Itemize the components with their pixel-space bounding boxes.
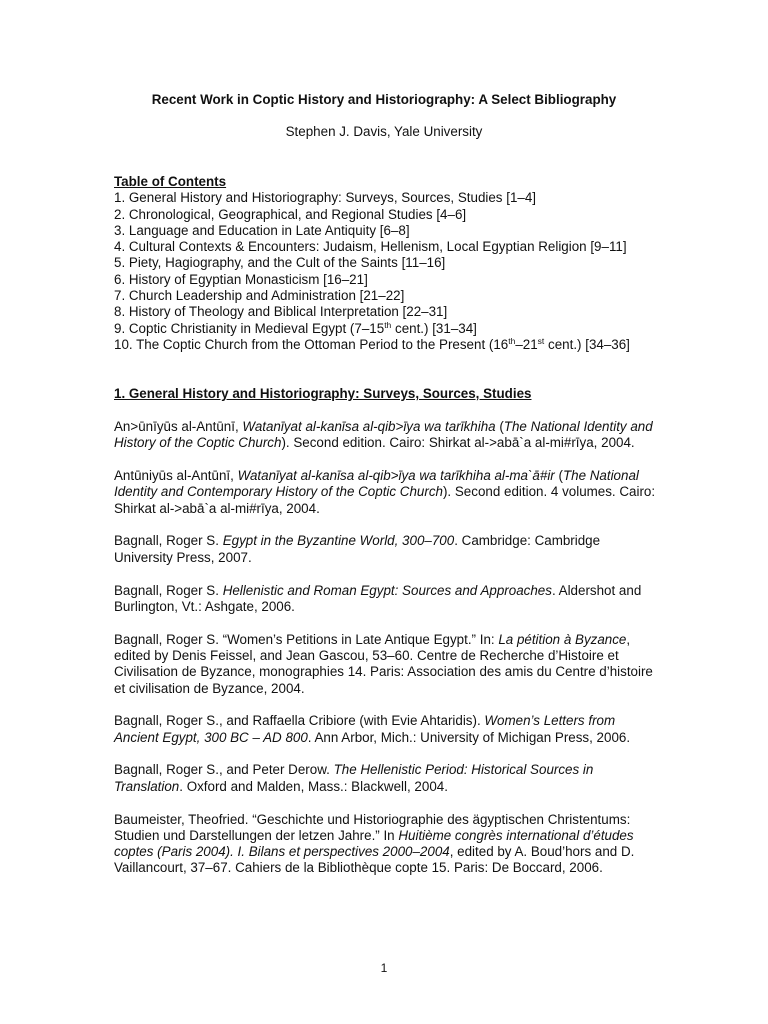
bibliography-entry: Bagnall, Roger S. Hellenistic and Roman Egypt: Sources and Approaches. Aldershot and Burlington, Vt.: Ashgate, 2006. — [114, 582, 642, 614]
section-heading: 1. General History and Historiography: Surveys, Sources, Studies — [114, 386, 532, 401]
toc-item: 3. Language and Education in Late Antiquity [6–8] — [114, 222, 410, 238]
superscript: th — [384, 319, 392, 330]
bibliography-entry: Antūniyūs al-Antūnī, Watanīyat al-kanīsa al-qib>īya wa tarīkhiha al-ma`ā#ir (The National Identity and Contemporary History of the Coptic Church). Second edition. 4 volumes. Cairo: Shirkat al->abā`a al-mi#rīya, 2004. — [114, 468, 656, 516]
toc-heading: Table of Contents — [114, 174, 227, 189]
toc-item: 2. Chronological, Geographical, and Regional Studies [4–6] — [114, 206, 467, 222]
toc-item: 5. Piety, Hagiography, and the Cult of the Saints [11–16] — [114, 255, 446, 271]
bibliography-entry: Baumeister, Theofried. “Geschichte und Historiographie des ägyptischen Christentums: Studien und Darstellungen der letzen Jahre.” In Huitième congrès international d’études coptes (Paris 2004). I. Bilans et perspectives 2000–2004, edited by A. Boud’hors and D. Vaillancourt, 37–67. Cahiers de la Bibliothèque copte 15. Paris: De Boccard, 2006. — [114, 811, 635, 876]
bibliography-entry: Bagnall, Roger S., and Raffaella Cribiore (with Evie Ahtaridis). Women’s Letters from Ancient Egypt, 300 BC – AD 800. Ann Arbor, Mich.: University of Michigan Press, 2006. — [114, 713, 631, 745]
document-author: Stephen J. Davis, Yale University — [285, 124, 483, 139]
toc-item: 8. History of Theology and Biblical Interpretation [22–31] — [114, 304, 448, 320]
toc-text: –21 — [515, 336, 538, 352]
bibliography-entries — [114, 419, 662, 893]
toc-text: cent.) [34–36] — [544, 336, 630, 352]
bibliography-entry: Bagnall, Roger S., and Peter Derow. The Hellenistic Period: Historical Sources in Translation. Oxford and Malden, Mass.: Blackwell, 2004. — [114, 762, 594, 794]
toc-item — [114, 321, 674, 337]
superscript: st — [537, 335, 545, 346]
bibliography-entry: An>ūnīyūs al-Antūnī, Watanīyat al-kanīsa al-qib>īya wa tarīkhiha (The National Identity and History of the Coptic Church). Second edition. Cairo: Shirkat al->abā`a al-mi#rīya, 2004. — [114, 419, 653, 451]
toc-item: 7. Church Leadership and Administration [21–22] — [114, 288, 405, 304]
table-of-contents — [114, 174, 674, 353]
page-number: 1 — [380, 961, 388, 975]
bibliography-entry: Bagnall, Roger S. “Women’s Petitions in Late Antique Egypt.” In: La pétition à Byzance, edited by Denis Feissel, and Jean Gascou, 53–60. Centre de Recherche d’Histoire et Civilisation de Byzance, monographies 14. Paris: Association des amis du Centre d’histoire et civilisation de Byzance, 2004. — [114, 631, 653, 696]
toc-text: cent.) [31–34] — [391, 320, 477, 336]
toc-item: 6. History of Egyptian Monasticism [16–21] — [114, 271, 368, 287]
toc-item — [114, 337, 674, 353]
toc-text: 10. The Coptic Church from the Ottoman Period to the Present (16 — [114, 336, 509, 352]
bibliography-entry: Bagnall, Roger S. Egypt in the Byzantine World, 300–700. Cambridge: Cambridge University Press, 2007. — [114, 533, 601, 565]
toc-text: 9. Coptic Christianity in Medieval Egypt (7–15 — [114, 320, 385, 336]
toc-item: 4. Cultural Contexts & Encounters: Judaism, Hellenism, Local Egyptian Religion [9–11] — [114, 239, 627, 255]
toc-item: 1. General History and Historiography: Surveys, Sources, Studies [1–4] — [114, 190, 537, 206]
superscript: th — [508, 335, 516, 346]
document-title: Recent Work in Coptic History and Historiography: A Select Bibliography — [151, 92, 617, 107]
